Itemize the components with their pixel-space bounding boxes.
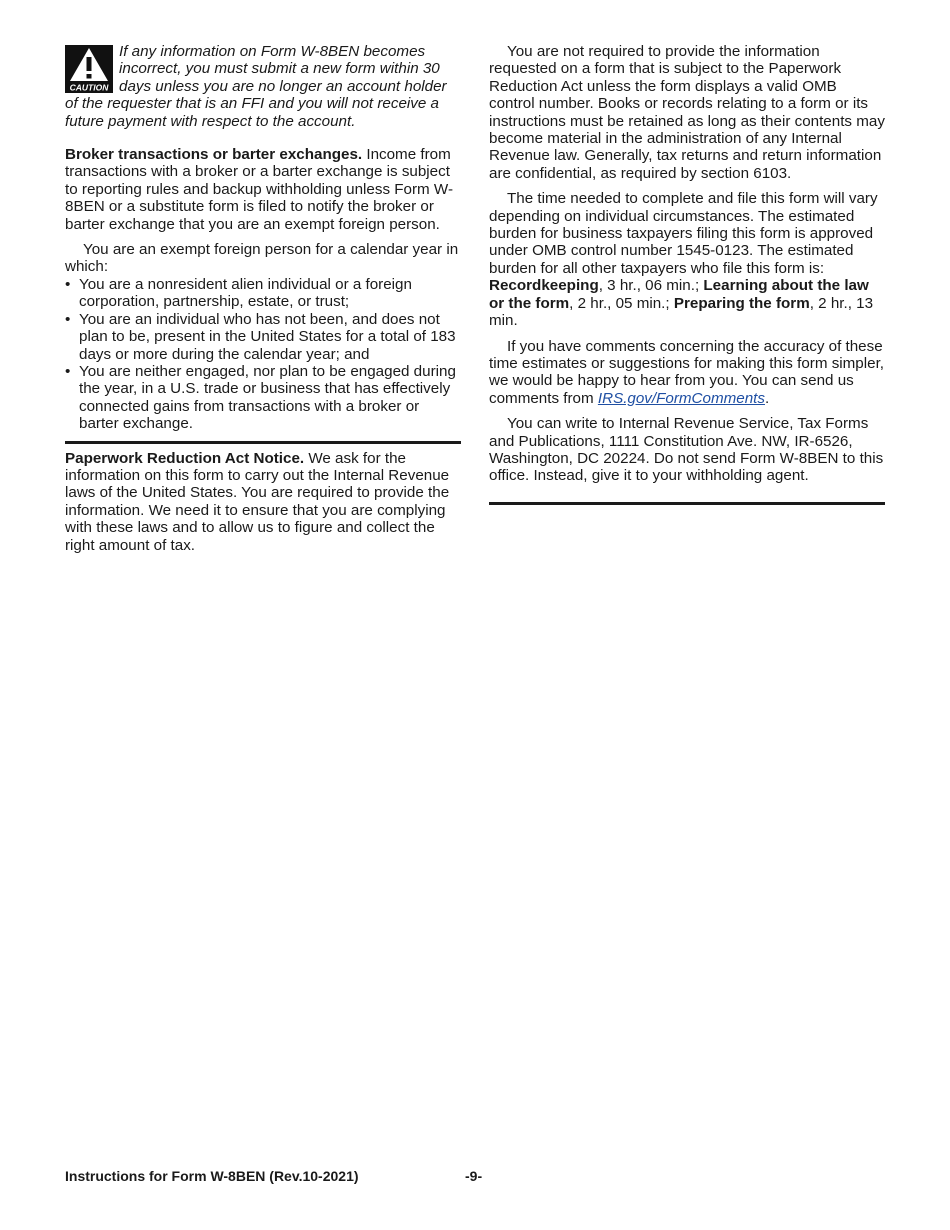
bullet-icon: • — [65, 275, 71, 293]
exempt-bullet-1: • You are a nonresident alien individual or a foreign corporation, partnership, estate, or trust; — [65, 275, 412, 311]
exempt-intro: You are an exempt foreign person for a calendar year in which: — [65, 241, 459, 276]
left-column — [65, 43, 461, 554]
page-number: -9- — [465, 1168, 483, 1184]
comments-paragraph: If you have comments concerning the accuracy of these time estimates or suggestions for making this form simpler, we would be happy to hear from you. You can send us comments from IRS.gov/FormComments. — [489, 337, 885, 407]
broker-heading: Broker transactions or barter exchanges. — [65, 146, 363, 164]
burden-paragraph: The time needed to complete and file this form will vary depending on individual circumstances. The estimated burden for business taxpayers filing this form is approved under OMB control number 1545-0123. The estimated burden for all other taxpayers who file this form is: Recordkeeping, 3 hr., 06 min.; Learning about the law or the form, 2 hr., 05 min.; Preparing the form, 2 hr., 13 min. — [489, 190, 878, 330]
recordkeeping-label: Recordkeeping — [489, 277, 599, 295]
exempt-bullet-3: • You are neither engaged, nor plan to be engaged during the year, in a U.S. trade or business that has effectively connected gains from transactions with a broker or barter exchange. — [65, 362, 456, 433]
bullet-icon: • — [65, 310, 71, 328]
preparing-label: Preparing the form — [673, 294, 810, 312]
learning-label: Learning about the law or the form — [489, 277, 869, 312]
paperwork-text: We ask for the information on this form to carry out the Internal Revenue laws of the United States. You are required to provide the information. We need it to ensure that you are complying with these laws and to allow us to figure and collect the right amount of tax. — [65, 449, 450, 554]
right-column — [489, 43, 885, 505]
broker-text: Income from transactions with a broker or a barter exchange is subject to reporting rules and backup withholding unless Form W-8BEN or a substitute form is filed to notify the broker or barter exchange that you are an exempt foreign person. — [65, 146, 454, 233]
broker-paragraph — [65, 146, 461, 233]
paperwork-heading: Paperwork Reduction Act Notice. — [65, 449, 305, 467]
paperwork-paragraph — [65, 450, 461, 554]
omb-paragraph: You are not required to provide the information requested on a form that is subject to the Paperwork Reduction Act unless the form displays a valid OMB control number. Books or records relating to a form or its instructions must be retained as long as their contents may become material in the administration of any Internal Revenue law. Generally, tax returns and return information are confidential, as required by section 6103. — [489, 43, 885, 182]
footer-title: Instructions for Form W-8BEN (Rev.10-2021) — [65, 1168, 359, 1184]
bullet-icon: • — [65, 362, 71, 380]
caution-icon-graphic — [65, 45, 113, 93]
caution-icon-label: CAUTION — [69, 82, 109, 93]
end-divider — [489, 502, 885, 505]
caution-text: If any information on Form W-8BEN becomes incorrect, you must submit a new form within 30 days unless you are no longer an account holder of the requester that is an FFI and you will not receive a future payment with respect to the account. — [65, 43, 447, 130]
caution-icon — [65, 45, 113, 93]
exempt-bullet-2: • You are an individual who has not been, and does not plan to be, present in the United States for a total of 183 days or more during the calendar year; and — [65, 310, 456, 363]
form-comments-link[interactable]: IRS.gov/FormComments — [597, 389, 765, 407]
caution-note — [65, 43, 461, 130]
address-paragraph: You can write to Internal Revenue Service, Tax Forms and Publications, 1111 Constitution Ave. NW, IR-6526, Washington, DC 20224. Do not send Form W-8BEN to this office. Instead, give it to your withholding agent. — [489, 415, 884, 485]
